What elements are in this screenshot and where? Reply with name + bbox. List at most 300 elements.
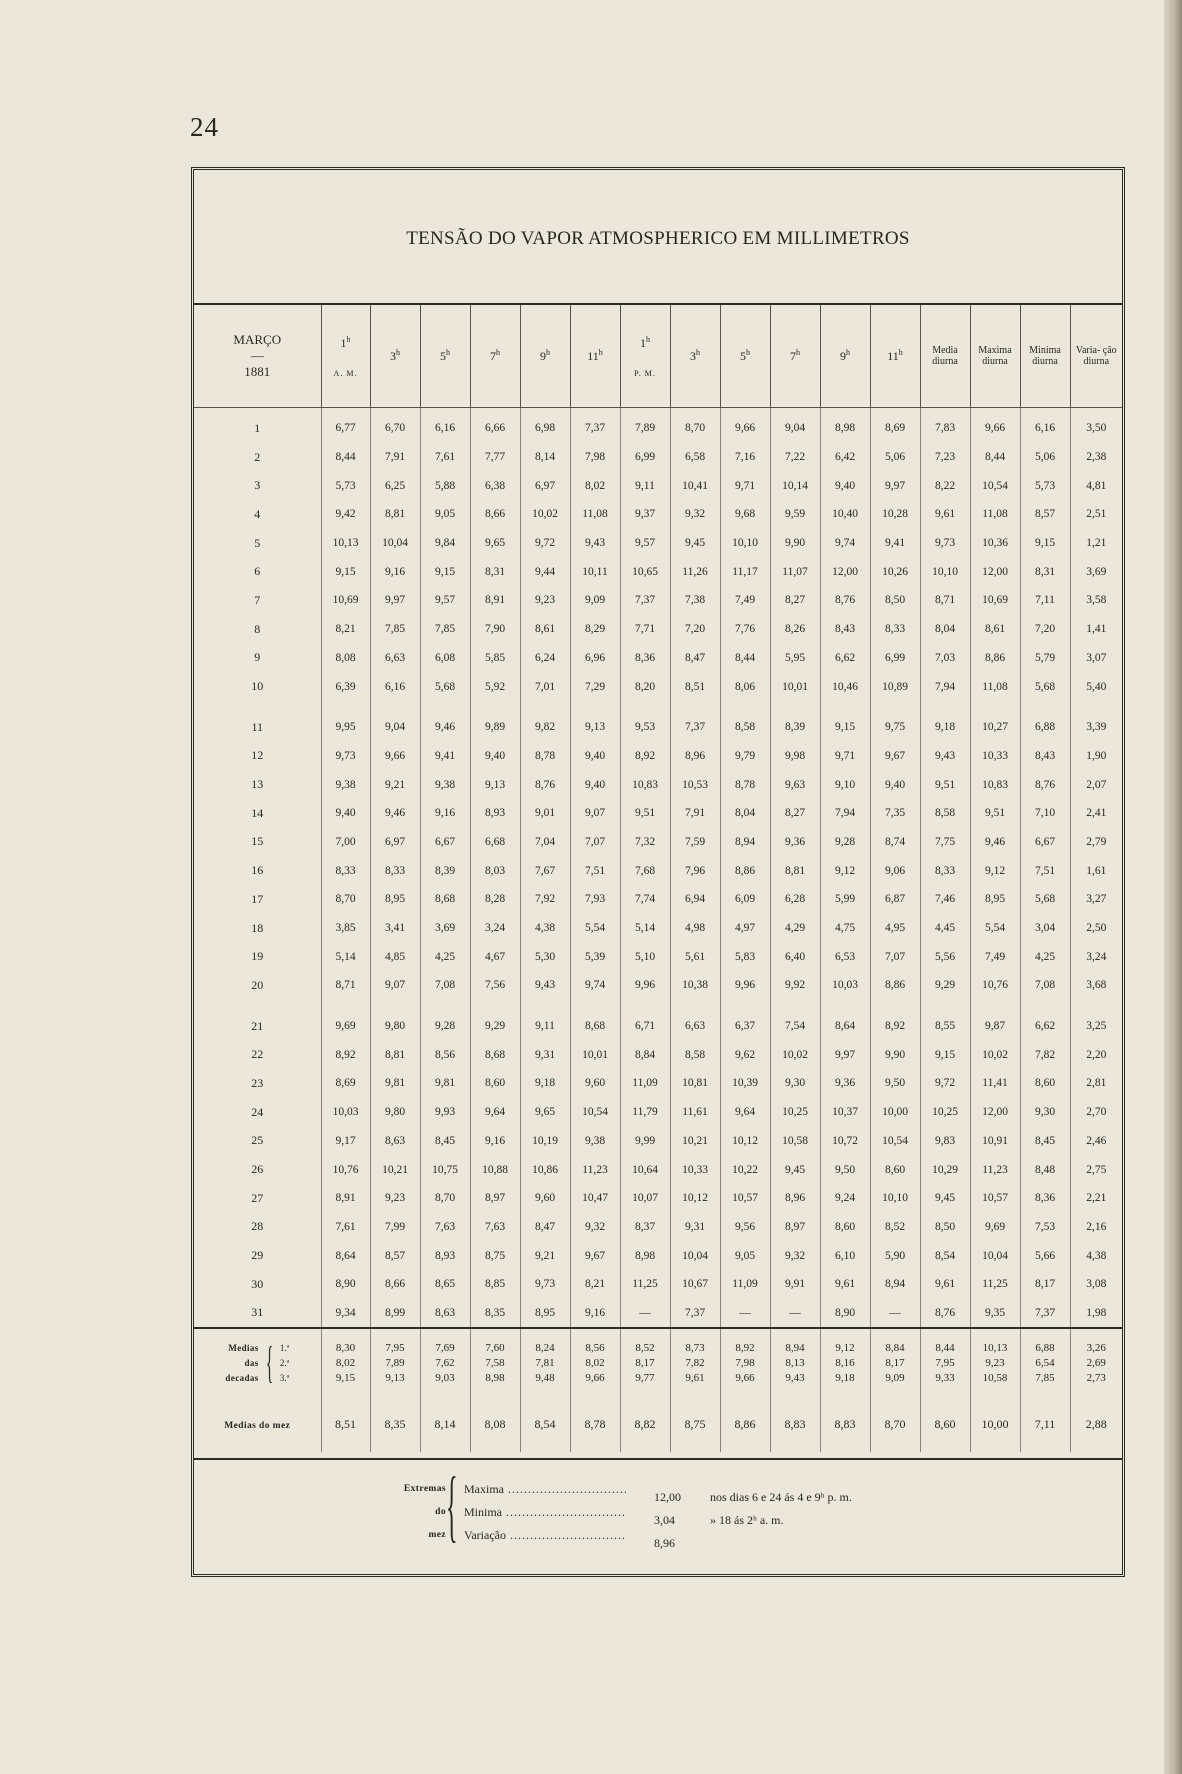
- hour-number: 11: [587, 349, 599, 363]
- value-cell: 4,97: [720, 914, 770, 943]
- decade-value: 8,94: [785, 1341, 805, 1354]
- value-cell: 8,60: [820, 1213, 870, 1242]
- table-row: [194, 942, 1122, 971]
- value-cell: 6,38: [470, 471, 520, 500]
- value-cell: 8,55: [920, 1000, 970, 1041]
- value-cell: 3,58: [1086, 594, 1107, 607]
- value-cell: 2,07: [1086, 778, 1107, 791]
- value-cell: 9,96: [720, 971, 770, 1000]
- value-cell: 11,26: [670, 557, 720, 586]
- value-cell: 5,95: [770, 644, 820, 673]
- value-cell: 9,32: [770, 1241, 820, 1270]
- hour-suffix: h: [346, 334, 351, 344]
- extreme-label: Minima .....: [464, 1501, 626, 1524]
- value-cell: 8,66: [370, 1270, 420, 1299]
- value-cell: 8,98: [820, 408, 870, 443]
- value-cell: 9,61: [920, 500, 970, 529]
- value-cell: 11,25: [620, 1270, 670, 1299]
- table-row: [194, 557, 1122, 586]
- value-cell: 9,06: [870, 856, 920, 885]
- value-cell: 9,05: [720, 1241, 770, 1270]
- value-cell: 10,40: [820, 500, 870, 529]
- value-cell: 7,85: [370, 615, 420, 644]
- table-row: [194, 914, 1122, 943]
- value-cell: 10,13: [321, 529, 370, 558]
- decade-value: 8,16: [835, 1356, 855, 1369]
- value-cell: 6,40: [770, 942, 820, 971]
- value-cell: 10,28: [870, 500, 920, 529]
- decade-value: 8,92: [735, 1341, 755, 1354]
- value-cell: 8,60: [1020, 1069, 1070, 1098]
- hour-header: [720, 305, 770, 408]
- value-cell: 9,37: [620, 500, 670, 529]
- day-cell: 26: [194, 1155, 321, 1184]
- decade-value: 9,66: [585, 1371, 605, 1384]
- value-cell: 9,36: [770, 828, 820, 857]
- value-cell: 7,51: [570, 856, 620, 885]
- value-cell: 9,66: [720, 408, 770, 443]
- day-cell: 12: [194, 742, 321, 771]
- value-cell: 9,35: [970, 1299, 1020, 1329]
- table-row: [194, 701, 1122, 742]
- value-cell: 7,38: [670, 586, 720, 615]
- value-cell: 7,77: [470, 443, 520, 472]
- decade-value-cell: [720, 1328, 770, 1397]
- decade-value: 3,26: [1086, 1341, 1106, 1354]
- value-cell: 8,31: [470, 557, 520, 586]
- value-cell: 11,08: [970, 672, 1020, 701]
- value-cell: 10,36: [970, 529, 1020, 558]
- value-cell: 7,51: [1020, 856, 1070, 885]
- value-cell: 9,34: [321, 1299, 370, 1329]
- value-cell: 5,90: [870, 1241, 920, 1270]
- value-cell: 6,67: [1020, 828, 1070, 857]
- table-row: [194, 500, 1122, 529]
- value-cell: 6,62: [1020, 1000, 1070, 1041]
- value-cell: 9,71: [720, 471, 770, 500]
- day-cell: 24: [194, 1098, 321, 1127]
- decade-ordinal: 1.ª: [279, 1342, 290, 1353]
- decade-value: 7,62: [435, 1356, 455, 1369]
- decade-value: 9,09: [885, 1371, 905, 1384]
- value-cell: 8,86: [970, 644, 1020, 673]
- value-cell: 6,16: [420, 408, 470, 443]
- value-cell: 8,78: [720, 770, 770, 799]
- value-cell: 8,47: [670, 644, 720, 673]
- value-cell: 7,63: [420, 1213, 470, 1242]
- value-cell: 10,04: [670, 1241, 720, 1270]
- hour-header: [520, 305, 570, 408]
- value-cell: 8,81: [370, 1040, 420, 1069]
- decade-means-row: [194, 1328, 1122, 1397]
- value-cell: 8,26: [770, 615, 820, 644]
- minima-header: Minima diurna: [1020, 305, 1070, 408]
- value-cell: 7,71: [620, 615, 670, 644]
- extreme-variacao: [464, 1524, 704, 1550]
- table-row: [194, 1270, 1122, 1299]
- value-cell: 9,89: [470, 701, 520, 742]
- value-cell: 6,39: [321, 672, 370, 701]
- value-cell: 6,97: [520, 471, 570, 500]
- value-cell: 7,35: [870, 799, 920, 828]
- value-cell: 2,41: [1086, 807, 1107, 820]
- decade-value: 7,85: [1035, 1371, 1055, 1384]
- decade-value: 6,88: [1035, 1341, 1055, 1354]
- value-cell: 10,21: [670, 1127, 720, 1156]
- value-cell: 9,65: [470, 529, 520, 558]
- decade-value-cell: [670, 1328, 720, 1397]
- value-cell: 8,60: [870, 1155, 920, 1184]
- value-cell: 2,20: [1086, 1048, 1107, 1061]
- value-cell: 9,16: [370, 557, 420, 586]
- value-cell: 2,81: [1086, 1077, 1107, 1090]
- decade-value-cell: [620, 1328, 670, 1397]
- value-cell: 9,10: [820, 770, 870, 799]
- value-cell: 6,28: [770, 885, 820, 914]
- value-cell: 8,33: [870, 615, 920, 644]
- hour-suffix: h: [696, 348, 700, 357]
- value-cell: 4,75: [820, 914, 870, 943]
- value-cell: 8,03: [470, 856, 520, 885]
- hour-number: 9: [540, 349, 546, 363]
- decade-value: 7,89: [385, 1356, 405, 1369]
- value-cell: 9,66: [370, 742, 420, 771]
- value-cell: 5,68: [1020, 885, 1070, 914]
- value-cell: 9,15: [920, 1040, 970, 1069]
- decade-word: decadas: [225, 1372, 259, 1383]
- value-cell: 9,11: [620, 471, 670, 500]
- table-row: [194, 1098, 1122, 1127]
- value-cell: 10,54: [570, 1098, 620, 1127]
- day-cell: 9: [194, 644, 321, 673]
- value-cell: 8,43: [1020, 742, 1070, 771]
- value-cell: 3,85: [321, 914, 370, 943]
- value-cell: 10,76: [970, 971, 1020, 1000]
- hour-suffix: h: [446, 348, 450, 357]
- value-cell: 9,63: [770, 770, 820, 799]
- hour-number: 11: [887, 349, 899, 363]
- value-cell: 8,95: [970, 885, 1020, 914]
- value-cell: 6,53: [820, 942, 870, 971]
- value-cell: 9,09: [570, 586, 620, 615]
- decade-value: 9,12: [835, 1341, 855, 1354]
- value-cell: 9,40: [820, 471, 870, 500]
- value-cell: 7,23: [920, 443, 970, 472]
- value-cell: 6,68: [470, 828, 520, 857]
- value-cell: 8,43: [820, 615, 870, 644]
- value-cell: 9,40: [870, 770, 920, 799]
- value-cell: 8,45: [1020, 1127, 1070, 1156]
- decade-value: 9,48: [535, 1371, 555, 1384]
- value-cell: 7,37: [670, 1299, 720, 1329]
- extreme-value: 8,96: [654, 1536, 675, 1550]
- extremes-word: mez: [428, 1530, 446, 1540]
- day-cell: 29: [194, 1241, 321, 1270]
- value-cell: 7,32: [620, 828, 670, 857]
- table-row: [194, 856, 1122, 885]
- value-cell: 9,41: [420, 742, 470, 771]
- value-cell: 10,12: [720, 1127, 770, 1156]
- value-cell: 7,37: [670, 701, 720, 742]
- extreme-minima: [464, 1501, 784, 1527]
- value-cell: 10,00: [870, 1098, 920, 1127]
- value-cell: 6,99: [620, 443, 670, 472]
- value-cell: 8,78: [520, 742, 570, 771]
- value-cell: 9,68: [720, 500, 770, 529]
- data-grid: [194, 305, 1122, 1452]
- value-cell: 9,31: [520, 1040, 570, 1069]
- decade-value: 7,95: [935, 1356, 955, 1369]
- month-mean-cell: 8,83: [770, 1397, 820, 1452]
- value-cell: 9,81: [420, 1069, 470, 1098]
- value-cell: 9,73: [321, 742, 370, 771]
- value-cell: 2,75: [1086, 1163, 1107, 1176]
- value-cell: 7,90: [470, 615, 520, 644]
- value-cell: 6,88: [1020, 701, 1070, 742]
- hour-header: [470, 305, 520, 408]
- day-cell: 28: [194, 1213, 321, 1242]
- value-cell: 8,85: [470, 1270, 520, 1299]
- table-row: [194, 1127, 1122, 1156]
- value-cell: 8,27: [770, 799, 820, 828]
- value-cell: 6,77: [321, 408, 370, 443]
- value-cell: 5,06: [1020, 443, 1070, 472]
- value-cell: 1,61: [1086, 864, 1107, 877]
- value-cell: 12,00: [970, 1098, 1020, 1127]
- value-cell: 2,70: [1086, 1106, 1107, 1119]
- value-cell: 9,41: [870, 529, 920, 558]
- value-cell: 5,79: [1020, 644, 1070, 673]
- decade-value: 8,24: [535, 1341, 555, 1354]
- day-cell: 15: [194, 828, 321, 857]
- value-cell: 8,76: [920, 1299, 970, 1329]
- value-cell: 8,35: [470, 1299, 520, 1329]
- value-cell: 10,47: [570, 1184, 620, 1213]
- day-cell: 3: [194, 471, 321, 500]
- value-cell: 7,54: [770, 1000, 820, 1041]
- value-cell: 8,84: [620, 1040, 670, 1069]
- value-cell: 4,45: [920, 914, 970, 943]
- value-cell: 10,91: [970, 1127, 1020, 1156]
- value-cell: 6,97: [370, 828, 420, 857]
- decade-value: 7,95: [385, 1341, 405, 1354]
- value-cell: 8,57: [370, 1241, 420, 1270]
- value-cell: 5,66: [1020, 1241, 1070, 1270]
- value-cell: 8,57: [1020, 500, 1070, 529]
- value-cell: 6,67: [420, 828, 470, 857]
- decade-value-cell: [770, 1328, 820, 1397]
- decade-value: 7,82: [685, 1356, 705, 1369]
- value-cell: 10,29: [920, 1155, 970, 1184]
- value-cell: 2,50: [1086, 922, 1107, 935]
- value-cell: 3,69: [1086, 565, 1107, 578]
- decade-value: 2,73: [1086, 1371, 1106, 1384]
- value-cell: 6,24: [520, 644, 570, 673]
- value-cell: 6,10: [820, 1241, 870, 1270]
- value-cell: 8,04: [720, 799, 770, 828]
- value-cell: 8,37: [620, 1213, 670, 1242]
- value-cell: 5,10: [620, 942, 670, 971]
- value-cell: 8,14: [520, 443, 570, 472]
- hour-suffix: h: [646, 334, 650, 344]
- value-cell: 5,85: [470, 644, 520, 673]
- day-cell: 4: [194, 500, 321, 529]
- table-row: [194, 1241, 1122, 1270]
- value-cell: 11,08: [970, 500, 1020, 529]
- value-cell: 7,37: [620, 586, 670, 615]
- value-cell: 8,74: [870, 828, 920, 857]
- decade-value: 8,98: [485, 1371, 505, 1384]
- table-row: [194, 615, 1122, 644]
- value-cell: 3,27: [1086, 893, 1107, 906]
- day-cell: 8: [194, 615, 321, 644]
- table-row: [194, 443, 1122, 472]
- value-cell: 5,14: [321, 942, 370, 971]
- value-cell: 9,17: [321, 1127, 370, 1156]
- value-cell: 9,21: [520, 1241, 570, 1270]
- value-cell: 5,56: [920, 942, 970, 971]
- value-cell: 9,82: [520, 701, 570, 742]
- decade-value: 8,44: [935, 1341, 955, 1354]
- hour-suffix: h: [598, 348, 603, 357]
- value-cell: 9,43: [920, 742, 970, 771]
- value-cell: 10,33: [670, 1155, 720, 1184]
- variacao-header: Varia- ção diurna: [1075, 345, 1117, 367]
- decade-value: 8,17: [635, 1356, 655, 1369]
- value-cell: 8,92: [321, 1040, 370, 1069]
- value-cell: 9,16: [470, 1127, 520, 1156]
- summary-rows: [194, 1328, 1122, 1452]
- value-cell: 9,84: [420, 529, 470, 558]
- value-cell: 2,16: [1086, 1220, 1107, 1233]
- value-cell: 5,54: [970, 914, 1020, 943]
- value-cell: 9,83: [920, 1127, 970, 1156]
- decade-value: 2,69: [1086, 1356, 1106, 1369]
- value-cell: 9,61: [920, 1270, 970, 1299]
- extreme-note: » 18 ás 2ʰ a. m.: [710, 1513, 784, 1527]
- value-cell: 9,56: [720, 1213, 770, 1242]
- value-cell: 9,96: [620, 971, 670, 1000]
- value-cell: 8,36: [620, 644, 670, 673]
- value-cell: 9,11: [520, 1000, 570, 1041]
- value-cell: 10,25: [920, 1098, 970, 1127]
- hour-number: 5: [740, 349, 746, 363]
- table-row: [194, 471, 1122, 500]
- month-means-label: Medias do mez: [224, 1421, 291, 1432]
- decade-value: 8,52: [635, 1341, 655, 1354]
- value-cell: 9,43: [570, 529, 620, 558]
- value-cell: 9,99: [620, 1127, 670, 1156]
- value-cell: 10,26: [870, 557, 920, 586]
- value-cell: 8,81: [370, 500, 420, 529]
- value-cell: 10,14: [770, 471, 820, 500]
- value-cell: 9,50: [820, 1155, 870, 1184]
- value-cell: 9,18: [520, 1069, 570, 1098]
- value-cell: 7,76: [720, 615, 770, 644]
- table-row: [194, 1040, 1122, 1069]
- value-cell: 10,12: [670, 1184, 720, 1213]
- value-cell: 9,57: [620, 529, 670, 558]
- value-cell: 5,54: [570, 914, 620, 943]
- value-cell: 10,41: [670, 471, 720, 500]
- value-cell: 9,73: [920, 529, 970, 558]
- value-cell: 2,79: [1086, 835, 1107, 848]
- decade-value: 9,15: [335, 1371, 356, 1384]
- value-cell: 8,39: [420, 856, 470, 885]
- value-cell: 8,17: [1020, 1270, 1070, 1299]
- decade-ordinal: 2.ª: [279, 1357, 290, 1368]
- value-cell: 9,98: [770, 742, 820, 771]
- value-cell: 5,88: [420, 471, 470, 500]
- value-cell: 6,96: [570, 644, 620, 673]
- value-cell: 9,28: [420, 1000, 470, 1041]
- value-cell: 8,48: [1020, 1155, 1070, 1184]
- hour-number: 5: [440, 349, 446, 363]
- value-cell: 9,04: [770, 408, 820, 443]
- decade-value: 9,33: [935, 1371, 955, 1384]
- table-row: [194, 828, 1122, 857]
- value-cell: 9,80: [370, 1098, 420, 1127]
- value-cell: 11,07: [770, 557, 820, 586]
- day-cell: 6: [194, 557, 321, 586]
- value-cell: 5,99: [820, 885, 870, 914]
- value-cell: 10,19: [520, 1127, 570, 1156]
- value-cell: 6,63: [370, 644, 420, 673]
- value-cell: 6,37: [720, 1000, 770, 1041]
- value-cell: 9,61: [820, 1270, 870, 1299]
- value-cell: 11,17: [720, 557, 770, 586]
- hour-number: 1: [340, 335, 347, 350]
- decade-value: 9,18: [835, 1371, 855, 1384]
- value-cell: 7,91: [370, 443, 420, 472]
- value-cell: 9,87: [970, 1000, 1020, 1041]
- value-cell: 9,51: [970, 799, 1020, 828]
- value-cell: 10,88: [470, 1155, 520, 1184]
- value-cell: 6,09: [720, 885, 770, 914]
- value-cell: 10,04: [370, 529, 420, 558]
- header-row: [194, 305, 1122, 408]
- table-row: [194, 1299, 1122, 1329]
- value-cell: 2,21: [1086, 1192, 1107, 1205]
- decade-value-cell: [370, 1328, 420, 1397]
- value-cell: 9,43: [520, 971, 570, 1000]
- value-cell: 6,66: [470, 408, 520, 443]
- value-cell: 6,62: [820, 644, 870, 673]
- value-cell: 3,24: [1086, 950, 1107, 963]
- hour-header: [321, 305, 370, 408]
- value-cell: 10,01: [770, 672, 820, 701]
- value-cell: 4,85: [370, 942, 420, 971]
- value-cell: 8,90: [820, 1299, 870, 1329]
- value-cell: 8,56: [420, 1040, 470, 1069]
- value-cell: 9,12: [970, 856, 1020, 885]
- month-mean-cell: 8,78: [570, 1397, 620, 1452]
- value-cell: 8,66: [470, 500, 520, 529]
- value-cell: 9,31: [670, 1213, 720, 1242]
- value-cell: 10,46: [820, 672, 870, 701]
- extremes-word: do: [435, 1507, 446, 1517]
- value-cell: 8,33: [370, 856, 420, 885]
- value-cell: 8,75: [470, 1241, 520, 1270]
- value-cell: —: [870, 1299, 920, 1329]
- value-cell: 7,46: [920, 885, 970, 914]
- value-cell: 8,47: [520, 1213, 570, 1242]
- period-label: P. M.: [634, 368, 656, 378]
- table-row: [194, 1069, 1122, 1098]
- decade-value-cell: [470, 1328, 520, 1397]
- hour-number: 3: [690, 349, 696, 363]
- value-cell: 8,86: [720, 856, 770, 885]
